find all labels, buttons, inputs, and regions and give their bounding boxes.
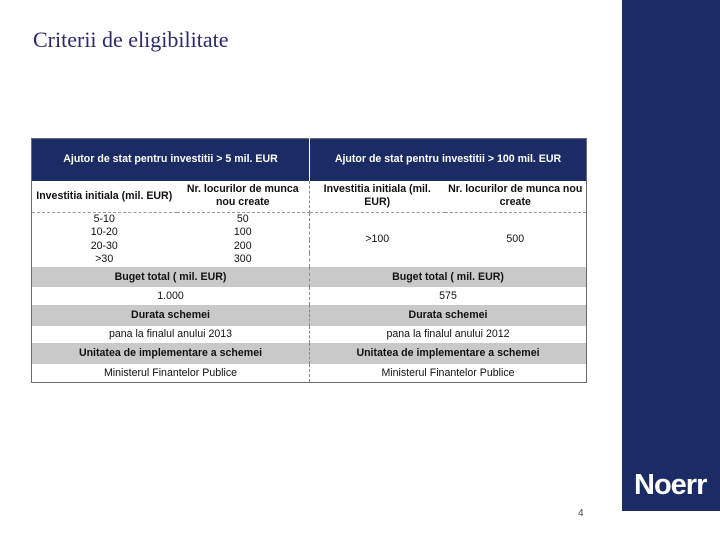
durata-value-row bbox=[32, 326, 587, 344]
left-buget-value: 1.000 bbox=[32, 287, 310, 305]
right-locuri-header: Nr. locurilor de munca nou create bbox=[445, 181, 587, 213]
unitatea-label-row bbox=[32, 343, 587, 364]
right-buget-value: 575 bbox=[439, 289, 457, 302]
left-durata-value: pana la finalul anului 2013 bbox=[32, 326, 310, 344]
left-durata-label: Durata schemei bbox=[32, 305, 310, 326]
noerr-logo: Noerr bbox=[634, 469, 707, 501]
left-investitia-header: Investitia initiala (mil. EUR) bbox=[32, 181, 177, 213]
investitia-cell: >30 bbox=[95, 253, 114, 266]
column-headers-row bbox=[32, 181, 587, 213]
buget-label-row bbox=[32, 267, 587, 288]
brand-side-bar bbox=[622, 0, 720, 511]
left-buget-label: Buget total ( mil. EUR) bbox=[32, 267, 310, 288]
right-durata-label: Durata schemei bbox=[310, 305, 587, 326]
left-unitatea-value: Ministerul Finantelor Publice bbox=[32, 364, 310, 382]
left-unitatea-label: Unitatea de implementare a schemei bbox=[32, 343, 310, 364]
investitia-cell: 10-20 bbox=[90, 226, 118, 239]
left-scheme-heading: Ajutor de stat pentru investitii > 5 mil. EUR bbox=[32, 139, 310, 181]
right-unitatea-label: Unitatea de implementare a schemei bbox=[310, 343, 587, 364]
page-number: 4 bbox=[578, 508, 584, 519]
right-buget-label: Buget total ( mil. EUR) bbox=[310, 267, 587, 288]
table-row bbox=[32, 212, 587, 226]
buget-value-row bbox=[32, 287, 587, 305]
right-locuri-cell: 500 bbox=[506, 233, 525, 246]
investitia-cell: 20-30 bbox=[90, 239, 118, 252]
right-durata-value: pana la finalul anului 2012 bbox=[386, 328, 510, 341]
unitatea-value-row bbox=[32, 364, 587, 382]
locuri-cell: 50 bbox=[177, 212, 310, 226]
right-investitia-header: Investitia initiala (mil. EUR) bbox=[310, 181, 445, 213]
right-unitatea-value: Ministerul Finantelor Publice bbox=[381, 366, 515, 379]
locuri-cell: 300 bbox=[177, 253, 310, 266]
investitia-cell: 5-10 bbox=[93, 212, 115, 225]
durata-label-row bbox=[32, 305, 587, 326]
locuri-cell: 200 bbox=[177, 240, 310, 253]
right-investitia-cell: >100 bbox=[365, 233, 390, 246]
table-header-row bbox=[32, 139, 587, 181]
eligibility-table bbox=[31, 138, 587, 383]
slide-title: Criterii de eligibilitate bbox=[33, 27, 229, 52]
right-scheme-heading: Ajutor de stat pentru investitii > 100 mil. EUR bbox=[310, 139, 587, 181]
locuri-cell: 100 bbox=[177, 226, 310, 239]
left-locuri-header: Nr. locurilor de munca nou create bbox=[177, 181, 310, 213]
